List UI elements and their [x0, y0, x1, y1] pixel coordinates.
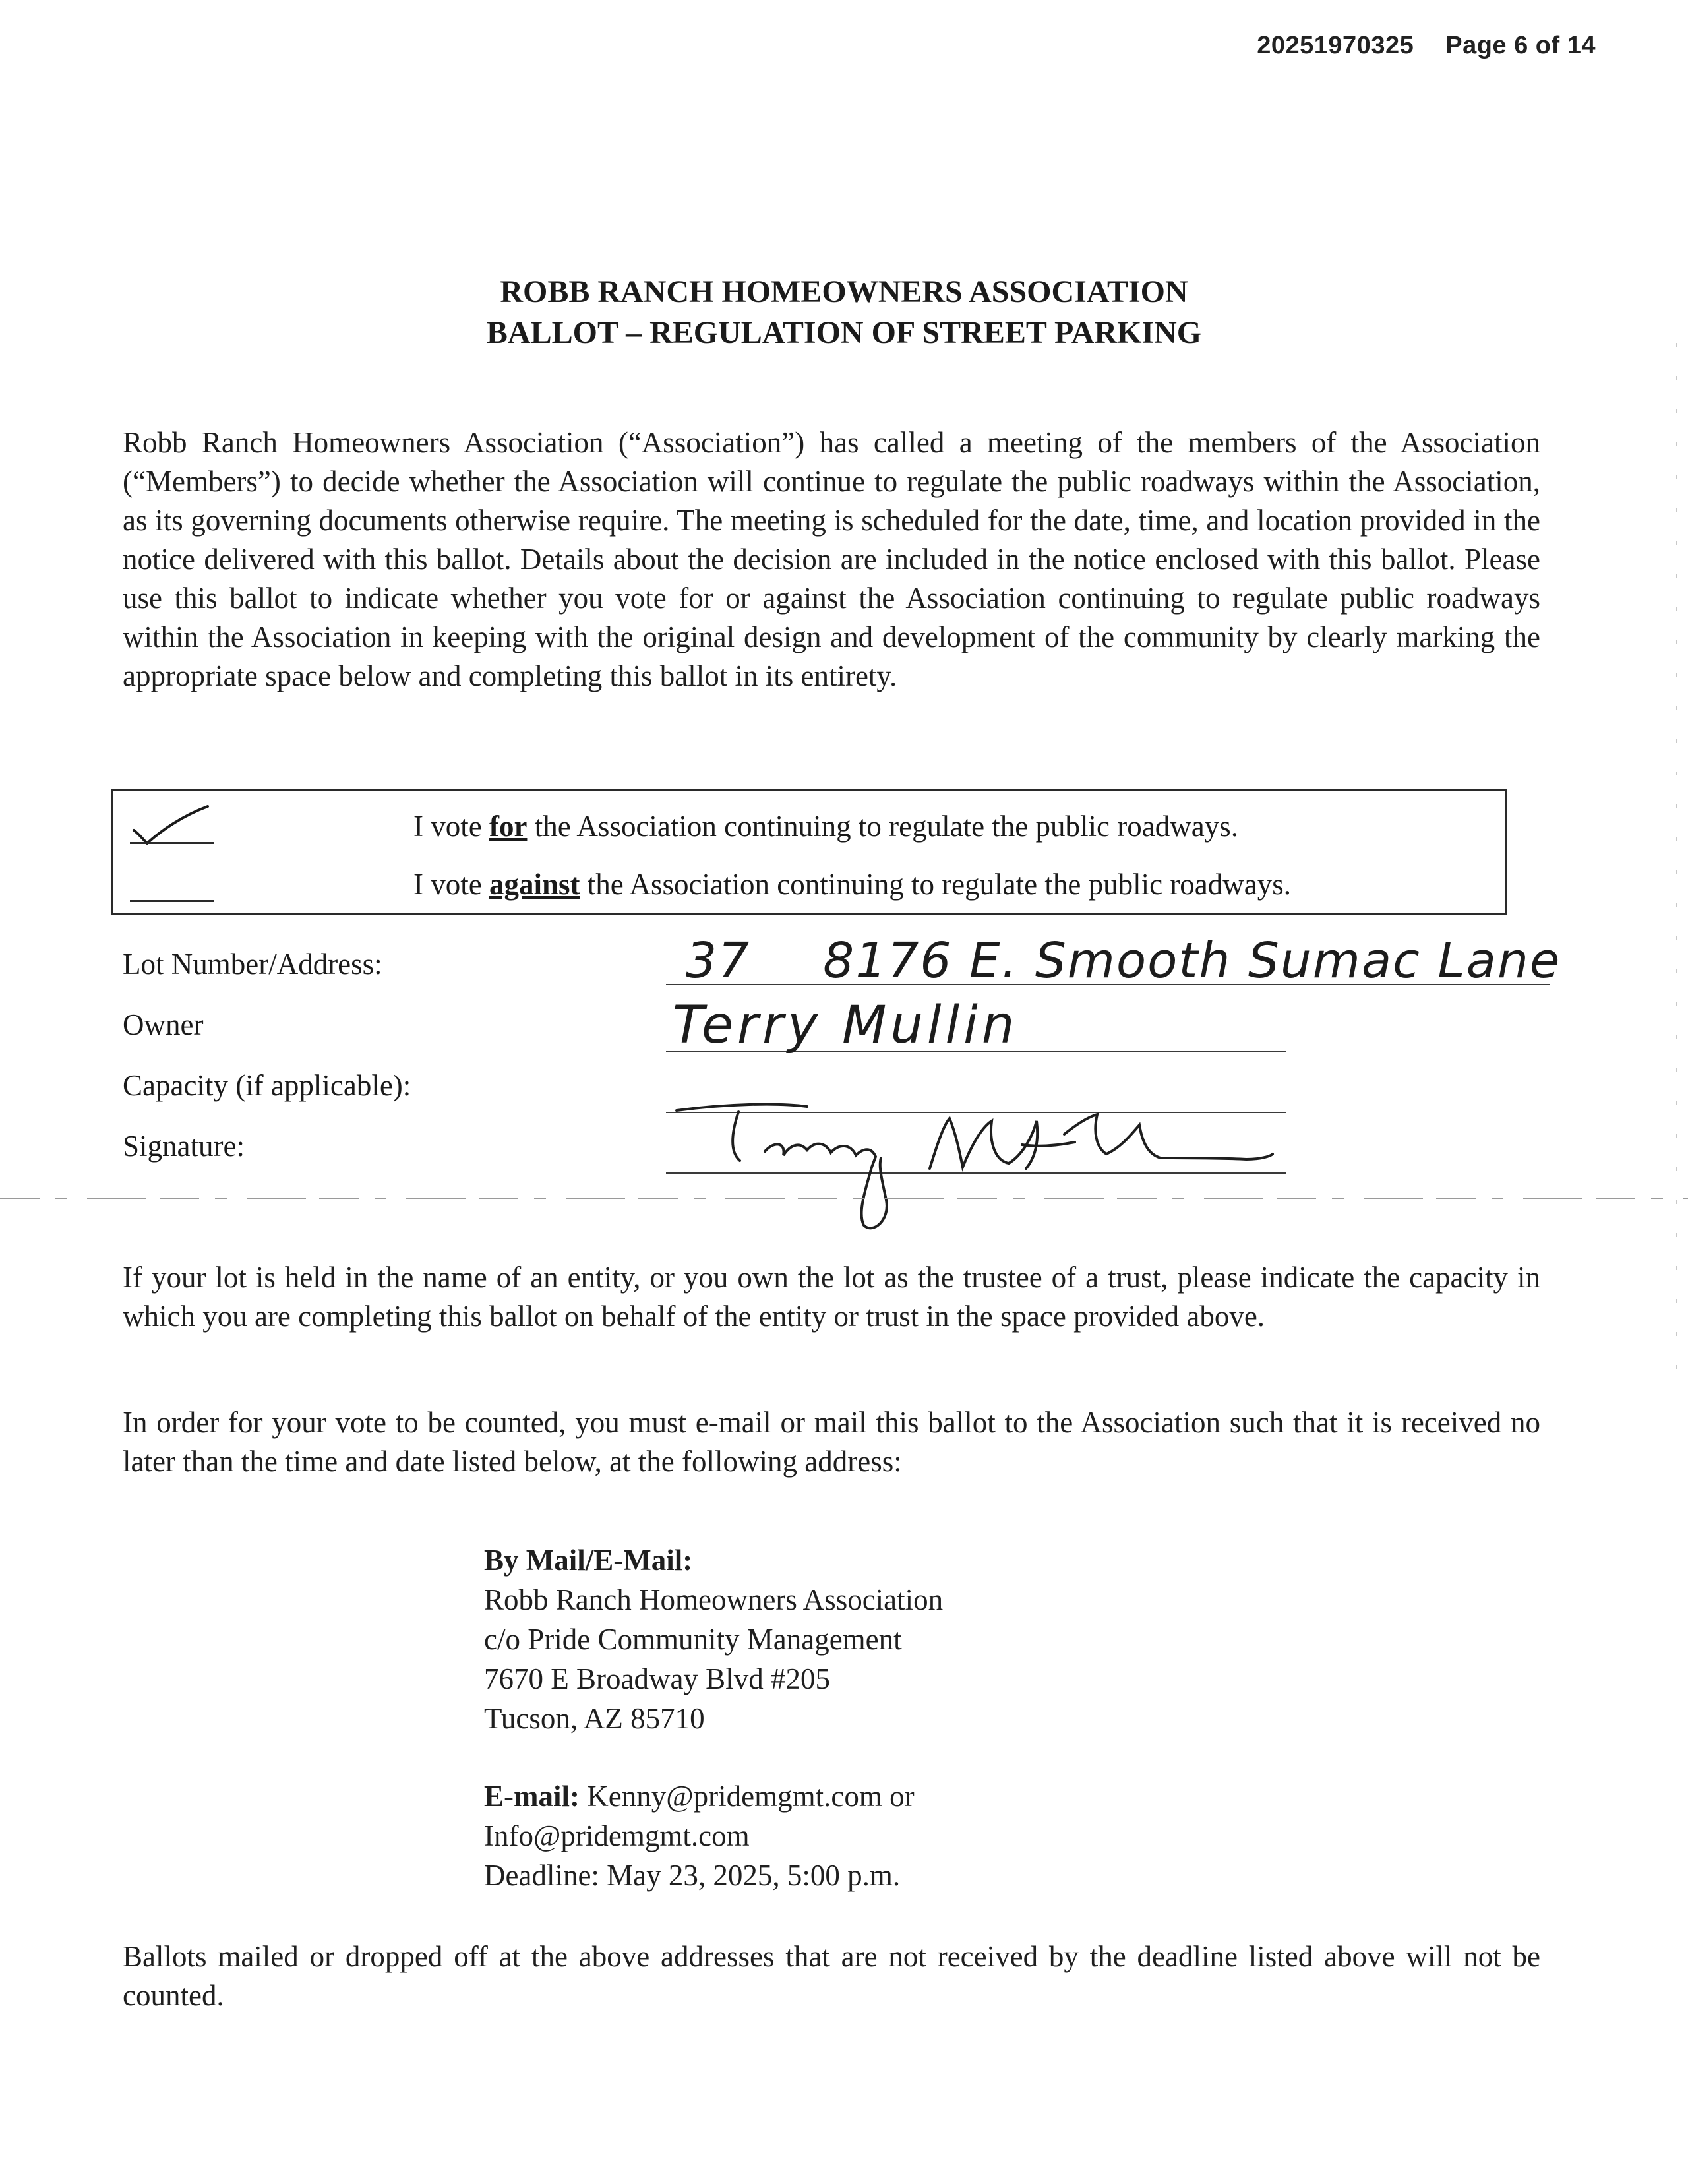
mailing-address-block: [484, 1540, 943, 1895]
mailing-instructions: In order for your vote to be counted, you must e-mail or mail this ballot to the Association such that it is received no later than the time and date listed below, at the following address:: [123, 1406, 1540, 1478]
handwritten-street-address: 8176 E. Smooth Sumac Lane: [823, 932, 1561, 989]
title-line-1: ROBB RANCH HOMEOWNERS ASSOCIATION: [500, 274, 1188, 309]
deadline-text: Deadline: May 23, 2025, 5:00 p.m.: [484, 1859, 901, 1892]
ballot-title: [0, 272, 1688, 353]
lot-address-label: Lot Number/Address:: [123, 948, 382, 981]
mail-care-of: c/o Pride Community Management: [484, 1623, 902, 1656]
intro-paragraph: Robb Ranch Homeowners Association (“Association”) has called a meeting of the members of the Association (“Members”) to decide whether the Association will continue to regulate the public roadways within the Association, as its governing documents otherwise require. The meeting is scheduled for the date, time, and location provided in the notice delivered with this ballot. Details about the decision are included in the notice enclosed with this ballot. Please use this ballot to indicate whether you vote for or against the Association continuing to regulate public roadways within the Association in keeping with the original design and development of the community by clearly marking the appropriate space below and completing this ballot in its entirety.: [123, 426, 1540, 692]
owner-label: Owner: [123, 1008, 204, 1041]
capacity-label: Capacity (if applicable):: [123, 1069, 411, 1102]
signature-image: [666, 1095, 1319, 1240]
vote-against-blank[interactable]: [130, 900, 214, 902]
mail-city: Tucson, AZ 85710: [484, 1702, 705, 1735]
capacity-instructions: If your lot is held in the name of an entity, or you own the lot as the trustee of a trust, please indicate the capacity in which you are completing this ballot on behalf of the entity or trust in the space provided above.: [123, 1261, 1540, 1333]
mail-heading: By Mail/E-Mail:: [484, 1544, 693, 1577]
vote-options-box: [111, 789, 1507, 915]
mail-street: 7670 E Broadway Blvd #205: [484, 1662, 830, 1695]
scan-artifact-line: [0, 1198, 1688, 1200]
vote-against-text: I vote against the Association continuing to regulate the public roadways.: [413, 868, 1292, 901]
title-line-2: BALLOT – REGULATION OF STREET PARKING: [486, 315, 1202, 350]
email-label: E-mail:: [484, 1780, 580, 1813]
vote-against-keyword: against: [489, 868, 580, 901]
handwritten-lot-number: 37: [686, 932, 751, 989]
signature-label: Signature:: [123, 1130, 245, 1163]
document-header: [1257, 32, 1596, 60]
closing-paragraph: Ballots mailed or dropped off at the above addresses that are not received by the deadline listed above will not be counted.: [123, 1940, 1540, 2012]
email-line: [484, 1776, 943, 1816]
document-number: 20251970325: [1257, 32, 1414, 59]
check-mark-icon: [130, 804, 222, 846]
mail-recipient-name: Robb Ranch Homeowners Association: [484, 1583, 944, 1616]
scan-margin-specks: [1675, 343, 1679, 1398]
email-address-1[interactable]: Kenny@pridemgmt.com or: [579, 1780, 915, 1813]
vote-for-keyword: for: [489, 810, 528, 843]
handwritten-owner-name: Terry Mullin: [673, 996, 1019, 1055]
vote-for-blank[interactable]: [130, 842, 214, 844]
email-address-2[interactable]: Info@pridemgmt.com: [484, 1819, 750, 1852]
vote-against-option[interactable]: [113, 862, 1505, 915]
handwritten-lot-address: [686, 932, 1561, 989]
page-indicator: Page 6 of 14: [1445, 32, 1596, 59]
vote-for-text: I vote for the Association continuing to regulate the public roadways.: [413, 810, 1238, 843]
vote-for-option[interactable]: [113, 804, 1505, 857]
